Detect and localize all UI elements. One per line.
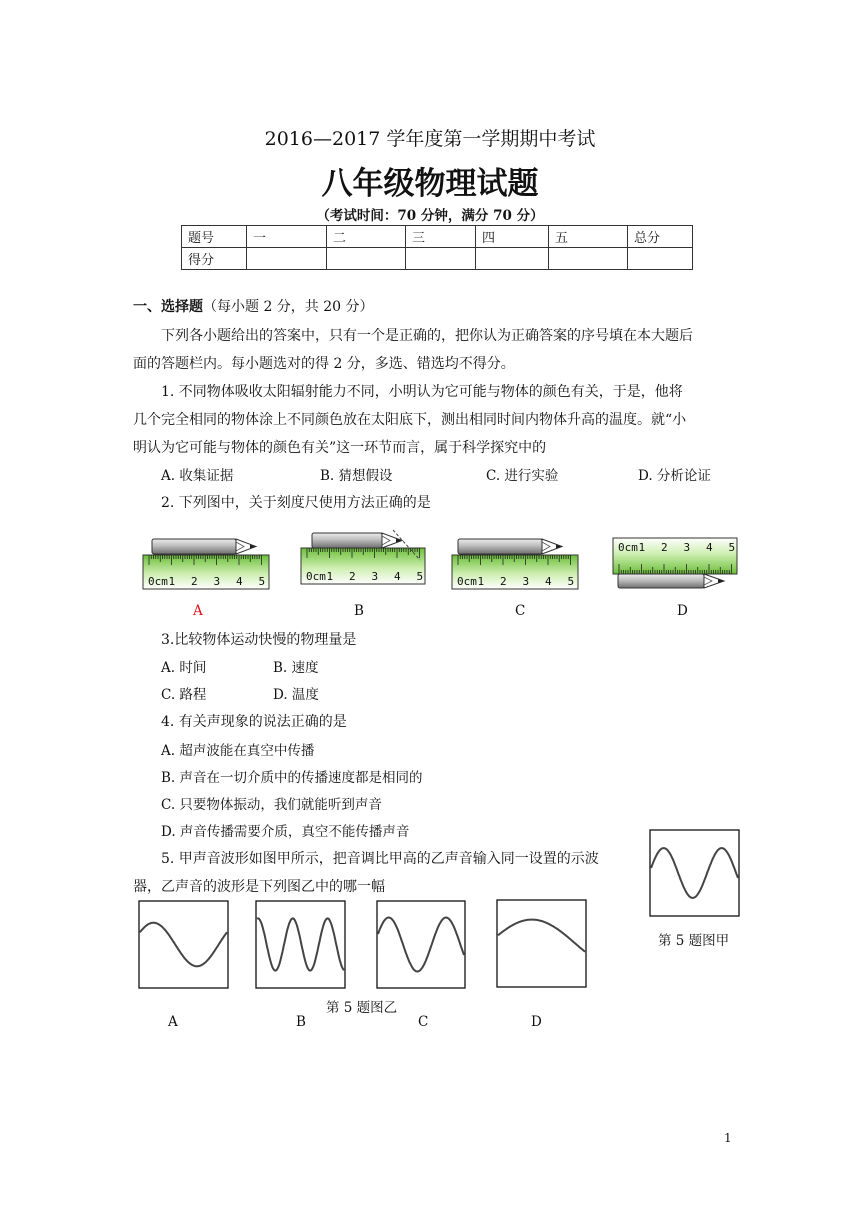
ruler-scale-label: 3 [213,575,221,588]
ruler-figure-d [613,538,737,588]
q3-option[interactable]: C. 路程 [161,687,207,703]
ruler-scale-label: 1 [477,575,485,588]
q3-text: 3.比较物体运动快慢的物理量是 [161,632,357,648]
section-heading-note: （每小题 2 分，共 20 分） [203,299,374,315]
q5-text: 器，乙声音的波形是下列图乙中的哪一幅 [133,879,385,895]
score-input-cell[interactable] [406,248,476,270]
ruler-scale-label: 2 [191,575,198,588]
oscilloscope-frame [139,901,228,988]
q4-option[interactable]: B. 声音在一切介质中的传播速度都是相同的 [161,770,423,786]
ruler-scale-label: 3 [522,575,530,588]
q5-label-a[interactable]: A [168,1014,178,1030]
score-input-cell[interactable] [476,248,549,270]
q4-option[interactable]: C. 只要物体振动，我们就能听到声音 [161,797,382,813]
waveform-figure-c [377,901,465,988]
figure-jia-caption: 第 5 题图甲 [658,933,730,949]
q5-label-b[interactable]: B [296,1014,306,1030]
score-table [181,225,693,270]
ruler-scale-label: 4 [706,541,713,554]
ruler-scale-label: 2 [661,541,668,554]
q2-label-d[interactable]: D [677,603,688,619]
ruler-scale-label: 4 [545,575,552,588]
ruler-scale-label: 4 [236,575,243,588]
exam-subtitle: 2016—2017 学年度第一学期期中考试 [264,128,596,150]
q2-label-a[interactable]: A [193,603,203,619]
oscilloscope-frame [650,830,739,916]
q2-label-b[interactable]: B [354,603,364,619]
ruler-figure-b [301,530,425,584]
q4-option[interactable]: A. 超声波能在真空中传播 [161,743,315,759]
pencil-body [312,533,382,548]
score-cell: 二 [327,226,406,248]
waveform-figure-a [139,901,228,988]
score-input-cell[interactable] [327,248,406,270]
waveform-figure-d [497,900,586,987]
ruler-scale-label: 4 [394,570,401,583]
q1-option[interactable]: B. 猜想假设 [320,468,393,484]
q5-text: 5. 甲声音波形如图甲所示，把音调比甲高的乙声音输入同一设置的示波 [161,851,599,867]
ruler-scale-label: 1 [326,570,334,583]
score-cell: 五 [549,226,628,248]
ruler-scale-label: 5 [416,570,424,583]
score-table-header-row [182,226,693,248]
ruler-scale-label: 1 [168,575,176,588]
q4-option[interactable]: D. 声音传播需要介质，真空不能传播声音 [161,824,410,840]
ruler-scale-label: 0cm [457,575,477,588]
ruler-scale-label: 2 [500,575,507,588]
q3-option[interactable]: A. 时间 [161,660,207,676]
ruler-scale-label: 0cm [148,575,168,588]
exam-title: 八年级物理试题 [321,166,539,202]
score-table-score-row [182,248,693,270]
ruler-scale-label: 5 [258,575,266,588]
q1-text: 几个完全相同的物体涂上不同颜色放在太阳底下，测出相同时间内物体升高的温度。就“小 [133,412,687,428]
score-cell: 总分 [628,226,693,248]
ruler-scale-label: 5 [567,575,575,588]
ruler-figure-a [143,539,269,589]
page-number: 1 [724,1131,732,1145]
waveform-figures [0,820,860,1020]
score-cell: 三 [406,226,476,248]
section-heading-label: 一、选择题 [133,299,203,315]
score-input-cell[interactable] [549,248,628,270]
waveform-figure-jia [650,830,739,916]
pencil-body [618,574,704,588]
q1-text: 1. 不同物体吸收太阳辐射能力不同，小明认为它可能与物体的颜色有关，于是，他将 [161,384,683,400]
q5-label-d[interactable]: D [531,1014,542,1030]
q1-option[interactable]: C. 进行实验 [486,468,559,484]
q4-text: 4. 有关声现象的说法正确的是 [161,714,347,730]
ruler-scale-label: 1 [638,541,646,554]
ruler-scale-label: 5 [728,541,736,554]
q1-option[interactable]: A. 收集证据 [161,468,234,484]
waveform-figure-b [256,901,345,988]
score-cell: 题号 [182,226,247,248]
ruler-scale-label: 0cm [618,541,638,554]
ruler-figure-c [452,539,578,589]
pencil-body [458,539,542,554]
ruler-scale-label: 3 [371,570,379,583]
pencil-body [152,539,236,554]
score-cell: 一 [247,226,327,248]
oscilloscope-frame [497,900,586,987]
score-cell: 四 [476,226,549,248]
section-intro-line: 面的答题栏内。每小题选对的得 2 分，多选、错选均不得分。 [133,356,515,372]
q2-text: 2. 下列图中，关于刻度尺使用方法正确的是 [161,495,431,511]
q3-option[interactable]: B. 速度 [273,660,319,676]
ruler-scale-label: 3 [683,541,691,554]
q3-option[interactable]: D. 温度 [273,687,319,703]
q1-text: 明认为它可能与物体的颜色有关”这一环节而言，属于科学探究中的 [133,440,547,456]
q1-option[interactable]: D. 分析论证 [638,468,711,484]
ruler-scale-label: 0cm [306,570,326,583]
score-input-cell[interactable] [247,248,327,270]
ruler-scale-label: 2 [349,570,356,583]
figure-yi-caption: 第 5 题图乙 [326,1000,398,1016]
section-intro-line: 下列各小题给出的答案中，只有一个是正确的，把你认为正确答案的序号填在本大题后 [161,328,693,344]
q5-label-c[interactable]: C [418,1014,429,1030]
exam-note: （考试时间：70 分钟，满分 70 分） [316,208,544,224]
score-input-cell[interactable] [628,248,693,270]
q2-label-c[interactable]: C [515,603,526,619]
section-heading [133,296,374,316]
score-cell: 得分 [182,248,247,270]
ruler-figures [0,526,860,626]
oscilloscope-frame [377,901,465,988]
